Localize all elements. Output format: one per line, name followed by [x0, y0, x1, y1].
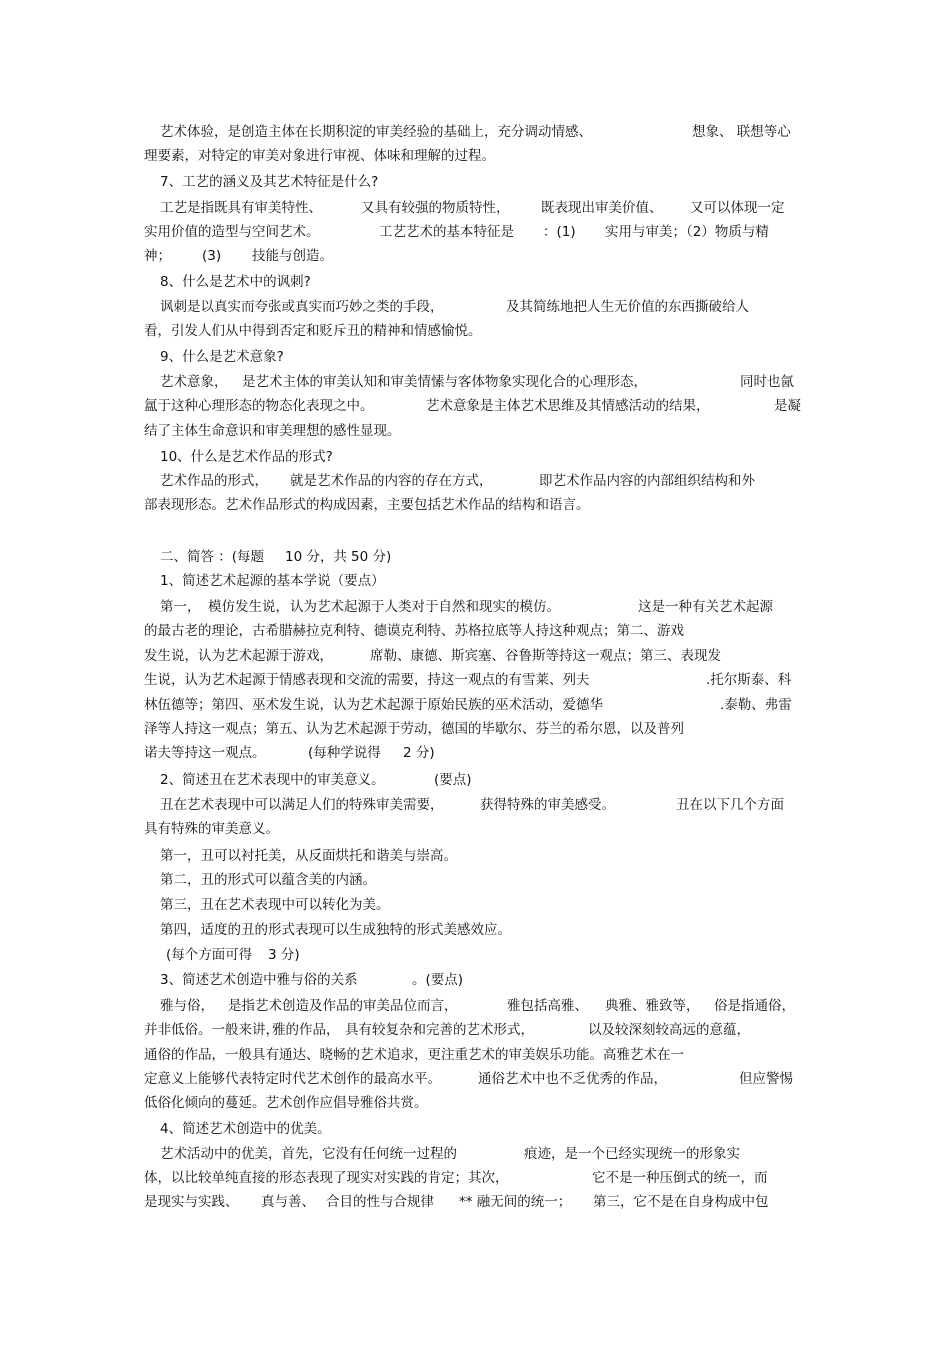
text-segment: 工艺是指既具有审美特性、	[160, 200, 322, 216]
text-line	[0, 1044, 950, 1066]
text-segment: 发生说，认为艺术起源于游戏，	[144, 648, 333, 664]
text-segment: 实用与审美；（2）物质与精	[605, 224, 769, 240]
text-line	[0, 919, 950, 941]
text-segment: 10 分，共	[285, 549, 347, 565]
text-line	[0, 869, 950, 891]
text-segment: 它不是一种压倒式的统一，而	[592, 1170, 768, 1186]
text-segment: 3 分)	[268, 947, 300, 963]
text-line	[0, 570, 950, 592]
text-line	[0, 121, 950, 143]
text-line	[0, 470, 950, 492]
text-segment: 生说，认为艺术起源于情感表现和交流的需要，持这一观点的有雪莱、列夫	[144, 672, 590, 688]
text-segment: 并非低俗。一般来讲，	[144, 1022, 279, 1038]
text-line	[0, 494, 950, 516]
text-segment: 及其简练地把人生无价值的东西撕破给人	[506, 299, 749, 315]
text-segment: 既表现出审美价值、	[541, 200, 663, 216]
text-segment: 的最古老的理论，古希腊赫拉克利特、德谟克利特、苏格拉底等人持这种观点；第二、游戏	[144, 623, 684, 639]
text-segment: 痕迹，是一个已经实现统一的形象实	[524, 1146, 740, 1162]
text-segment: 工艺艺术的基本特征是	[379, 224, 514, 240]
text-segment: 第四，适度的丑的形式表现可以生成独特的形式美感效应。	[160, 922, 511, 938]
text-segment: 这是一种有关艺术起源	[638, 599, 773, 615]
text-segment: 神；	[144, 248, 171, 264]
text-segment: 第一，	[160, 599, 201, 615]
text-segment: 具有特殊的审美意义。	[144, 821, 279, 837]
text-line	[0, 894, 950, 916]
text-segment: 讽刺是以真实而夸张或真实而巧妙之类的手段，	[160, 299, 444, 315]
text-segment: 合目的性与合规律	[326, 1194, 434, 1210]
text-line	[0, 171, 950, 193]
text-segment: 艺术活动中的优美，首先，它没有任何统一过程的	[160, 1146, 457, 1162]
text-segment: 认为艺术起源于人类对于自然和现实的模仿。	[290, 599, 560, 615]
text-segment: 定意义上能够代表特定时代艺术创作的最高水平。	[144, 1071, 441, 1087]
text-line	[0, 271, 950, 293]
text-segment: 雅的作品，	[272, 1022, 340, 1038]
text-segment: ：(1)	[543, 224, 576, 240]
text-line	[0, 645, 950, 667]
text-line	[0, 1092, 950, 1114]
text-segment: 4、简述艺术创造中的优美。	[160, 1121, 331, 1137]
text-segment: 获得特殊的审美感受。	[480, 797, 615, 813]
text-line	[0, 546, 950, 568]
text-line	[0, 221, 950, 243]
text-segment: 丑在以下几个方面	[676, 797, 784, 813]
text-segment: 雅包括高雅、	[507, 998, 588, 1014]
text-segment: 艺术体验，是创造主体在长期积淀的审美经验的基础上，充分调动情感、	[160, 124, 592, 140]
text-line	[0, 1191, 950, 1213]
text-segment: 第三，它不是在自身构成中包	[593, 1194, 769, 1210]
text-line	[0, 1019, 950, 1041]
text-segment: 席勒、康德、斯宾塞、谷鲁斯等持这一观点；第三、表现发	[370, 648, 721, 664]
text-segment: 是凝	[774, 398, 801, 414]
text-segment: 8、什么是艺术中的讽刺?	[160, 274, 311, 290]
text-segment: 又可以体现一定	[690, 200, 785, 216]
text-line	[0, 197, 950, 219]
text-segment: 丑在艺术表现中可以满足人们的特殊审美需要，	[160, 797, 444, 813]
text-segment: 体，以比较单纯直接的形态表现了现实对实践的肯定；其次，	[144, 1170, 509, 1186]
text-line	[0, 694, 950, 716]
text-segment: 具有较复杂和完善的艺术形式，	[345, 1022, 534, 1038]
text-line	[0, 742, 950, 764]
text-segment: 结了主体生命意识和审美理想的感性显现。	[144, 423, 401, 439]
text-segment: 部表现形态。艺术作品形式的构成因素，主要包括艺术作品的结构和语言。	[144, 497, 590, 513]
text-segment: 1、简述艺术起源的基本学说（要点）	[160, 573, 385, 589]
text-segment: 俗是指通俗，	[714, 998, 795, 1014]
text-line	[0, 818, 950, 840]
text-segment: 是指艺术创造及作品的审美品位而言，	[228, 998, 458, 1014]
text-line	[0, 245, 950, 267]
text-segment: 看，引发人们从中得到否定和贬斥丑的精神和情感愉悦。	[144, 323, 482, 339]
text-segment: 雅与俗，	[160, 998, 214, 1014]
text-line	[0, 769, 950, 791]
text-line	[0, 669, 950, 691]
text-segment: 模仿发生说，	[208, 599, 289, 615]
text-segment: 是现实与实践、	[144, 1194, 239, 1210]
text-line	[0, 1167, 950, 1189]
text-segment: 低俗化倾向的蔓延。艺术创作应倡导雅俗共赏。	[144, 1095, 428, 1111]
text-segment: 诺夫等持这一观点。	[144, 745, 266, 761]
text-segment: 典雅、雅致等，	[605, 998, 700, 1014]
text-line	[0, 995, 950, 1017]
text-segment: .泰勒、弗雷	[720, 697, 792, 713]
text-segment: 二、简答 ：(每题	[160, 549, 265, 565]
text-line	[0, 446, 950, 468]
text-line	[0, 296, 950, 318]
text-segment: 但应警惕	[739, 1071, 793, 1087]
text-line	[0, 346, 950, 368]
text-segment: 以及较深刻较高远的意蕴，	[588, 1022, 750, 1038]
text-segment: 技能与创造。	[252, 248, 333, 264]
text-segment: 9、什么是艺术意象?	[160, 349, 284, 365]
text-line	[0, 845, 950, 867]
text-segment: 艺术意象是主体艺术思维及其情感活动的结果，	[426, 398, 710, 414]
text-segment: 真与善、	[261, 1194, 315, 1210]
text-segment: 第二，丑的形式可以蕴含美的内涵。	[160, 872, 376, 888]
text-segment: 同时也氤	[740, 374, 794, 390]
text-segment: ** 融无间的统一；	[459, 1194, 572, 1210]
text-segment: 即艺术作品内容的内部组织结构和外	[539, 473, 755, 489]
text-segment: 50 分)	[351, 549, 392, 565]
text-line	[0, 1143, 950, 1165]
text-line	[0, 596, 950, 618]
text-segment: .托尔斯泰、科	[706, 672, 792, 688]
text-segment: 2 分)	[403, 745, 435, 761]
text-line	[0, 320, 950, 342]
text-line	[0, 1118, 950, 1140]
text-segment: 氲于这种心理形态的物态化表现之中。	[144, 398, 374, 414]
text-segment: 林伍德等；第四、巫术发生说，认为艺术起源于原始民族的巫术活动，爱德华	[144, 697, 603, 713]
text-line	[0, 395, 950, 417]
text-segment: 2、简述丑在艺术表现中的审美意义。	[160, 772, 385, 788]
text-line	[0, 145, 950, 167]
text-segment: 第三，丑在艺术表现中可以转化为美。	[160, 897, 390, 913]
text-segment: 理要素，对特定的审美对象进行审视、体味和理解的过程。	[144, 148, 495, 164]
text-segment: 第一，丑可以衬托美，从反面烘托和谐美与崇高。	[160, 848, 457, 864]
text-segment: 3、简述艺术创造中雅与俗的关系	[160, 972, 358, 988]
text-segment: (每种学说得	[308, 745, 381, 761]
text-segment: 又具有较强的物质特性，	[361, 200, 510, 216]
text-segment: 7、工艺的涵义及其艺术特征是什么?	[160, 174, 379, 190]
text-segment: (3)	[202, 248, 222, 264]
text-line	[0, 969, 950, 991]
text-segment: 艺术意象，	[160, 374, 228, 390]
text-segment: 10、什么是艺术作品的形式?	[160, 449, 333, 465]
text-segment: 就是艺术作品的内容的存在方式，	[290, 473, 493, 489]
text-line	[0, 718, 950, 740]
text-segment: 实用价值的造型与空间艺术。	[144, 224, 320, 240]
text-segment: 是艺术主体的审美认知和审美情愫与客体物象实现化合的心理形态，	[242, 374, 647, 390]
text-segment: 通俗的作品，一般具有通达、晓畅的艺术追求，更注重艺术的审美娱乐功能。高雅艺术在一	[144, 1047, 684, 1063]
text-segment: 泽等人持这一观点；第五、认为艺术起源于劳动，德国的毕歇尔、芬兰的希尔恩，以及普列	[144, 721, 684, 737]
text-line	[0, 371, 950, 393]
text-segment: 通俗艺术中也不乏优秀的作品，	[478, 1071, 667, 1087]
text-line	[0, 794, 950, 816]
text-segment: 艺术作品的形式，	[160, 473, 268, 489]
text-line	[0, 420, 950, 442]
text-segment: (要点)	[434, 772, 472, 788]
text-segment: (每个方面可得	[166, 947, 253, 963]
text-line	[0, 620, 950, 642]
text-segment: 想象、 联想等心	[692, 124, 791, 140]
text-line	[0, 944, 950, 966]
text-segment: 。(要点)	[412, 972, 464, 988]
text-line	[0, 1068, 950, 1090]
